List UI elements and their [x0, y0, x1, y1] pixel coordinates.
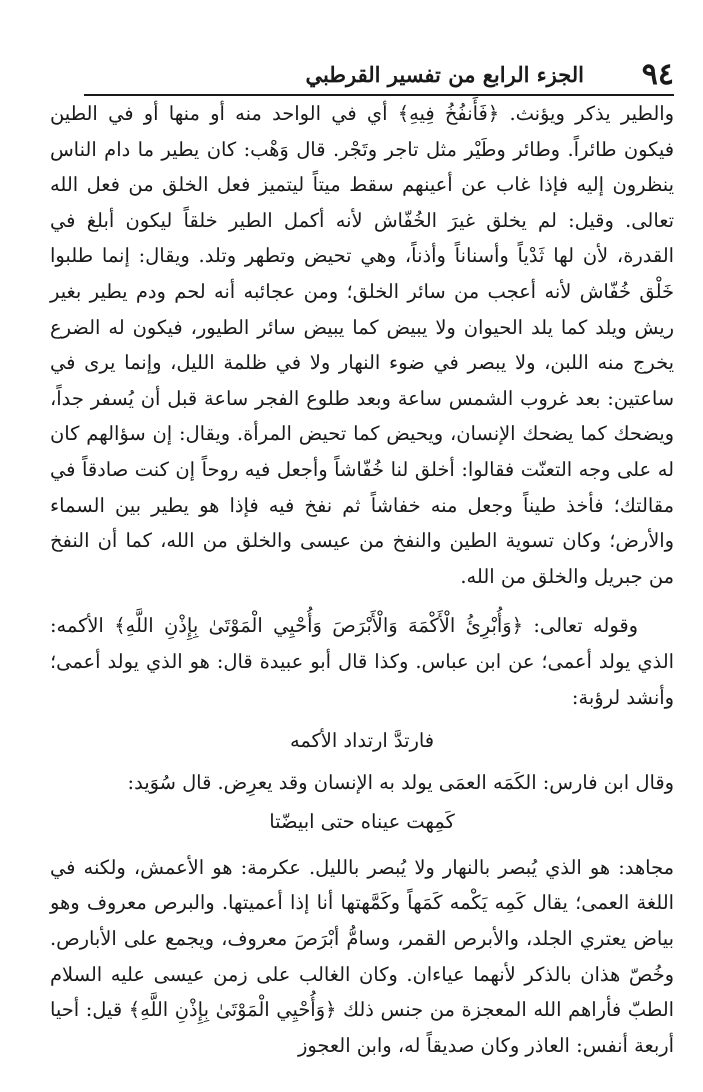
paragraph-mujahid: مجاهد: هو الذي يُبصر بالنهار ولا يُبصر بالليل. عكرمة: هو الأعمش، ولكنه في اللغة العمى؛ يقال كَمِه يَكْمه كَمَهاً وكَمَّهتها أنا إذا أعميتها. والبرص معروف وهو بياض يعتري الجلد، والأبرص القمر، وسامُّ أبْرَصَ معروف، ويجمع على الأبارص. وخُصّ هذان بالذكر لأنهما عياءان. وكان الغالب على زمن عيسى عليه السلام الطبّ فأراهم الله المعجزة من جنس ذلك ﴿وَأُحْيِي الْمَوْتَىٰ بِإِذْنِ اللَّهِ﴾ قيل: أحيا أربعة أنفس: العاذر وكان صديقاً له، وابن العجوز	[50, 855, 674, 1057]
poetry-line-ruba: فارتدَّ ارتداد الأكمه	[289, 729, 435, 753]
page-number: ٩٤	[641, 57, 674, 92]
running-title: الجزء الرابع من تفسير القرطبي	[305, 62, 584, 87]
paragraph-bat-creation: والطير يذكر ويؤنث. ﴿فَأَنفُخُ فِيهِ﴾ أي في الواحد منه أو منها أو في الطين فيكون طائراً. وطائر وطَيْر مثل تاجر وتَجْر. قال وَهْب: كان يطير ما دام الناس ينظرون إليه فإذا غاب عن أعينهم سقط ميتاً ليتميز فعل الخلق من فعل الله تعالى. وقيل: لم يخلق غيرَ الخُفّاش لأنه أكمل الطير خلقاً ليكون أبلغ في القدرة، لأن لها ثَدْياً وأسناناً وأذناً، وهي تحيض وتطهر وتلد. ويقال: إنما طلبوا خَلْق خُفّاش لأنه أعجب من سائر الخلق؛ ومن عجائبه أنه لحم ودم يطير بغير ريش ويلد كما يلد الحيوان ولا يبيض كما يبيض سائر الطيور، فيكون له الضرع يخرج منه اللبن، ولا يبصر في ضوء النهار ولا في ظلمة الليل، وإنما يرى في ساعتين: بعد غروب الشمس ساعة وبعد طلوع الفجر ساعة قبل أن يُسفر جداً، ويضحك كما يضحك الإنسان، ويحيض كما تحيض المرأة. ويقال: إن سؤالهم كان له على وجه التعنّت فقالوا: أخلق لنا خُفّاشاً وأجعل فيه روحاً إن كنت صادقاً في مقالتك؛ فأخذ طيناً وجعل منه خفاشاً ثم نفخ فيه فإذا هو يطير بين السماء والأرض؛ وكان تسوية الطين والنفخ من عيسى والخلق من الله، كما أن النفخ من جبريل والخلق من الله.	[50, 102, 674, 588]
page-header	[84, 58, 674, 92]
paragraph-akmah-verse: وقوله تعالى: ﴿وَأُبْرِئُ الْأَكْمَهَ وَالْأَبْرَصَ وَأُحْيِي الْمَوْتَىٰ بِإِذْنِ اللَّهِ﴾ الأكمه: الذي يولد أعمى؛ عن ابن عباس. وكذا قال أبو عبيدة قال: هو الذي يولد أعمى؛ وأنشد لرؤبة:	[50, 614, 674, 709]
page-body	[50, 96, 674, 1063]
paragraph-ibn-faris: وقال ابن فارس: الكَمَه العمَى يولد به الإنسان وقد يعرِض. قال سُوَيد:	[127, 770, 674, 794]
poetry-line-suwaid: كَمِهت عيناه حتى ابيضّتا	[269, 810, 455, 834]
